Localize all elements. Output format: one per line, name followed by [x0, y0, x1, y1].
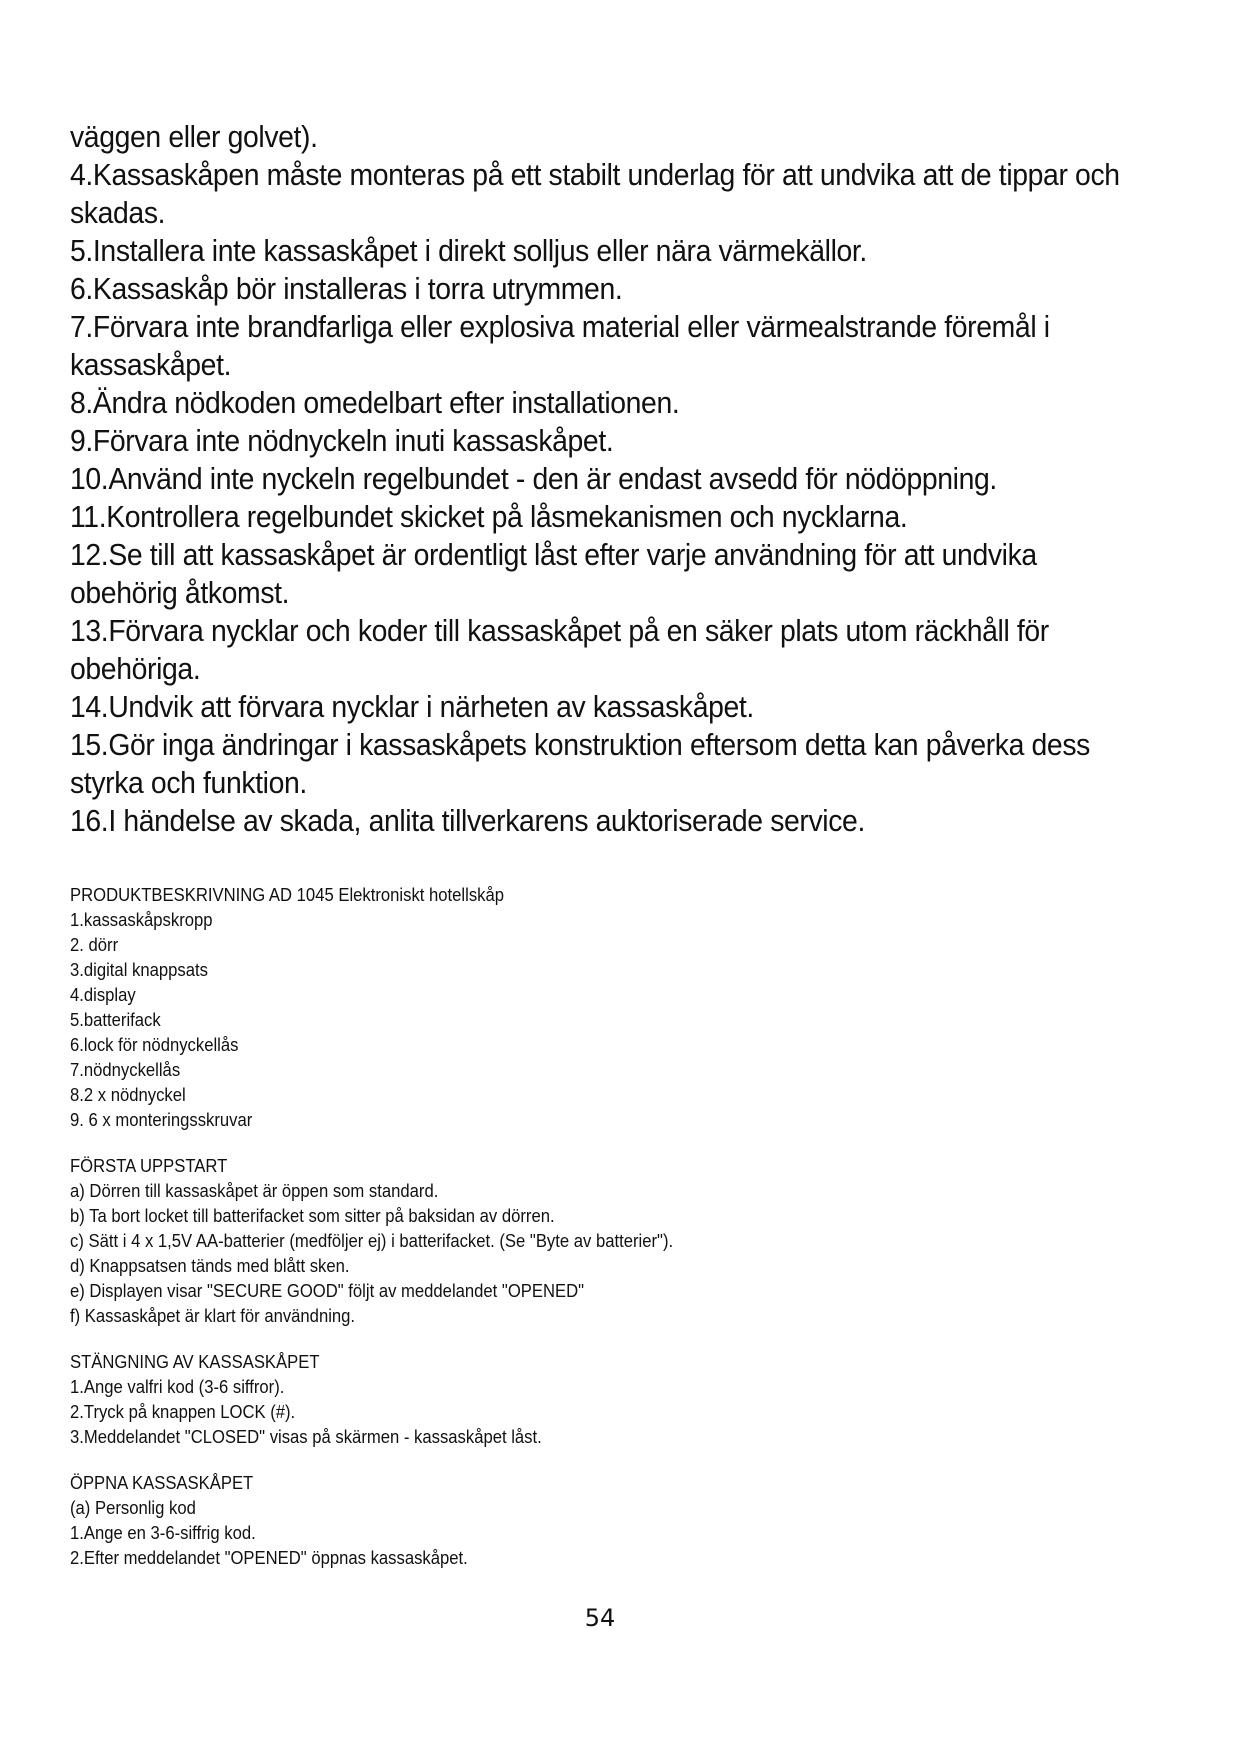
list-item: e) Displayen visar "SECURE GOOD" följt av meddelandet "OPENED" — [70, 1280, 585, 1301]
list-item: 1.Ange valfri kod (3-6 siffror). — [70, 1376, 285, 1397]
closing-section — [70, 1349, 1150, 1449]
safety-line: 11.Kontrollera regelbundet skicket på låsmekanismen och nycklarna. — [70, 500, 908, 534]
safety-line: 15.Gör inga ändringar i kassaskåpets konstruktion eftersom detta kan påverka dess — [70, 728, 1090, 762]
safety-line: väggen eller golvet). — [70, 120, 318, 154]
safety-line: styrka och funktion. — [70, 766, 307, 800]
list-item: c) Sätt i 4 x 1,5V AA-batterier (medföljer ej) i batterifacket. (Se "Byte av batterier"). — [70, 1230, 674, 1251]
list-item: f) Kassaskåpet är klart för användning. — [70, 1305, 356, 1326]
safety-instructions — [70, 118, 1186, 840]
opening-section — [70, 1470, 1150, 1570]
safety-line: 12.Se till att kassaskåpet är ordentligt låst efter varje användning för att undvika — [70, 538, 1037, 572]
page-number: 54 — [584, 1604, 616, 1632]
section-heading: PRODUKTBESKRIVNING AD 1045 Elektroniskt hotellskåp — [70, 884, 504, 905]
list-item: 7.nödnyckellås — [70, 1059, 181, 1080]
list-item: 1.Ange en 3-6-siffrig kod. — [70, 1522, 256, 1543]
safety-line: 4.Kassaskåpen måste monteras på ett stabilt underlag för att undvika att de tippar och — [70, 158, 1120, 192]
list-item: 2.Efter meddelandet "OPENED" öppnas kassaskåpet. — [70, 1547, 468, 1568]
list-item: 5.batterifack — [70, 1009, 161, 1030]
safety-line: obehöriga. — [70, 652, 201, 686]
list-item: 6.lock för nödnyckellås — [70, 1034, 239, 1055]
safety-line: obehörig åtkomst. — [70, 576, 290, 610]
list-item: a) Dörren till kassaskåpet är öppen som standard. — [70, 1180, 439, 1201]
document-page — [70, 118, 1190, 1570]
list-item: 1.kassaskåpskropp — [70, 909, 213, 930]
list-item: d) Knappsatsen tänds med blått sken. — [70, 1255, 350, 1276]
list-item: 2.Tryck på knappen LOCK (#). — [70, 1401, 296, 1422]
safety-line: 14.Undvik att förvara nycklar i närheten av kassaskåpet. — [70, 690, 754, 724]
section-heading: STÄNGNING AV KASSASKÅPET — [70, 1351, 320, 1372]
safety-line: 9.Förvara inte nödnyckeln inuti kassaskåpet. — [70, 424, 614, 458]
list-item: 3.Meddelandet "CLOSED" visas på skärmen - kassaskåpet låst. — [70, 1426, 542, 1447]
safety-line: 6.Kassaskåp bör installeras i torra utrymmen. — [70, 272, 623, 306]
safety-line: 5.Installera inte kassaskåpet i direkt solljus eller nära värmekällor. — [70, 234, 867, 268]
list-item: 4.display — [70, 984, 136, 1005]
safety-line: 8.Ändra nödkoden omedelbart efter installationen. — [70, 386, 680, 420]
section-heading: ÖPPNA KASSASKÅPET — [70, 1472, 254, 1493]
safety-line: 16.I händelse av skada, anlita tillverkarens auktoriserade service. — [70, 804, 865, 838]
list-item: 3.digital knappsats — [70, 959, 208, 980]
list-item: 9. 6 x monteringsskruvar — [70, 1109, 253, 1130]
safety-line: kassaskåpet. — [70, 348, 232, 382]
product-description — [70, 882, 1150, 1132]
safety-line: 10.Använd inte nyckeln regelbundet - den är endast avsedd för nödöppning. — [70, 462, 997, 496]
list-item: 8.2 x nödnyckel — [70, 1084, 186, 1105]
safety-line: 7.Förvara inte brandfarliga eller explosiva material eller värmealstrande föremål i — [70, 310, 1050, 344]
safety-line: skadas. — [70, 196, 166, 230]
list-item: b) Ta bort locket till batterifacket som sitter på baksidan av dörren. — [70, 1205, 555, 1226]
safety-line: 13.Förvara nycklar och koder till kassaskåpet på en säker plats utom räckhåll för — [70, 614, 1049, 648]
section-heading: FÖRSTA UPPSTART — [70, 1155, 228, 1176]
list-item: 2. dörr — [70, 934, 119, 955]
first-start-section — [70, 1153, 1150, 1328]
list-item: (a) Personlig kod — [70, 1497, 196, 1518]
